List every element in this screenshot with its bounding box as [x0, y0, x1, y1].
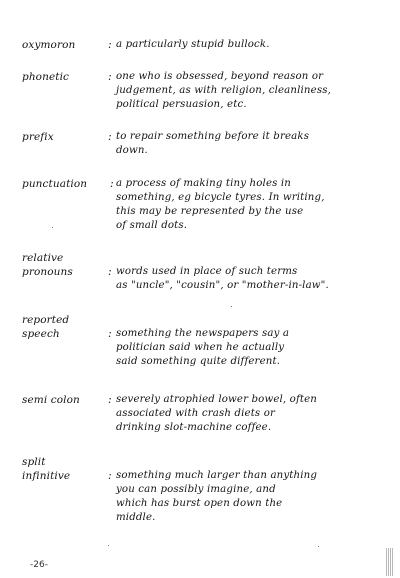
definition-line: said something quite different. [116, 356, 281, 367]
definition-line: to repair something before it breaks [116, 131, 310, 142]
glossary-term: prefix [22, 131, 54, 143]
glossary-definition [116, 130, 398, 158]
glossary-term: phonetic [22, 71, 70, 83]
term-separator: : [108, 70, 112, 83]
glossary-definition [116, 177, 398, 233]
scan-speck [231, 306, 232, 307]
definition-line: this may be represented by the use [116, 206, 304, 217]
scan-speck [52, 227, 53, 228]
term-separator: : [110, 177, 114, 190]
definition-line: drinking slot-machine coffee. [116, 422, 272, 433]
glossary-term: punctuation [22, 178, 88, 190]
term-separator: : [108, 38, 112, 51]
definition-line: something the newspapers say a [116, 328, 290, 339]
definition-line: one who is obsessed, beyond reason or [116, 71, 324, 82]
glossary-term: split infinitive [22, 456, 71, 482]
definition-line: words used in place of such terms [116, 266, 298, 277]
term-separator: : [108, 265, 112, 278]
definition-line: of small dots. [116, 220, 188, 231]
scan-edge-artifact [386, 548, 394, 576]
term-separator: : [108, 469, 112, 482]
definition-line: politician said when he actually [116, 342, 285, 353]
glossary-term: relative pronouns [22, 252, 73, 278]
definition-line: middle. [116, 512, 156, 523]
definition-line: political persuasion, etc. [116, 99, 247, 110]
definition-line: associated with crash diets or [116, 408, 276, 419]
definition-line: a particularly stupid bullock. [116, 39, 270, 50]
term-separator: : [108, 327, 112, 340]
definition-line: you can possibly imagine, and [116, 484, 276, 495]
scan-speck [318, 546, 319, 547]
page-number: -26- [30, 560, 48, 570]
definition-line: judgement, as with religion, cleanliness, [116, 85, 331, 96]
definition-line: which has burst open down the [116, 498, 283, 509]
term-separator: : [108, 393, 112, 406]
glossary-definition [116, 393, 398, 435]
definition-line: as "uncle", "cousin", or "mother-in-law". [116, 280, 329, 291]
definition-line: down. [116, 145, 148, 156]
glossary-definition [116, 38, 398, 52]
glossary-definition [116, 327, 398, 369]
definition-line: a process of making tiny holes in [116, 178, 292, 189]
definition-line: something, eg bicycle tyres. In writing, [116, 192, 325, 203]
glossary-term: reported speech [22, 314, 70, 340]
glossary-term: oxymoron [22, 39, 76, 51]
definition-line: something much larger than anything [116, 470, 318, 481]
definition-line: severely atrophied lower bowel, often [116, 394, 318, 405]
glossary-definition [116, 70, 398, 112]
term-separator: : [108, 130, 112, 143]
glossary-term: semi colon [22, 394, 80, 406]
glossary-definition [116, 265, 398, 293]
scan-speck [108, 545, 109, 546]
glossary-definition [116, 469, 398, 525]
